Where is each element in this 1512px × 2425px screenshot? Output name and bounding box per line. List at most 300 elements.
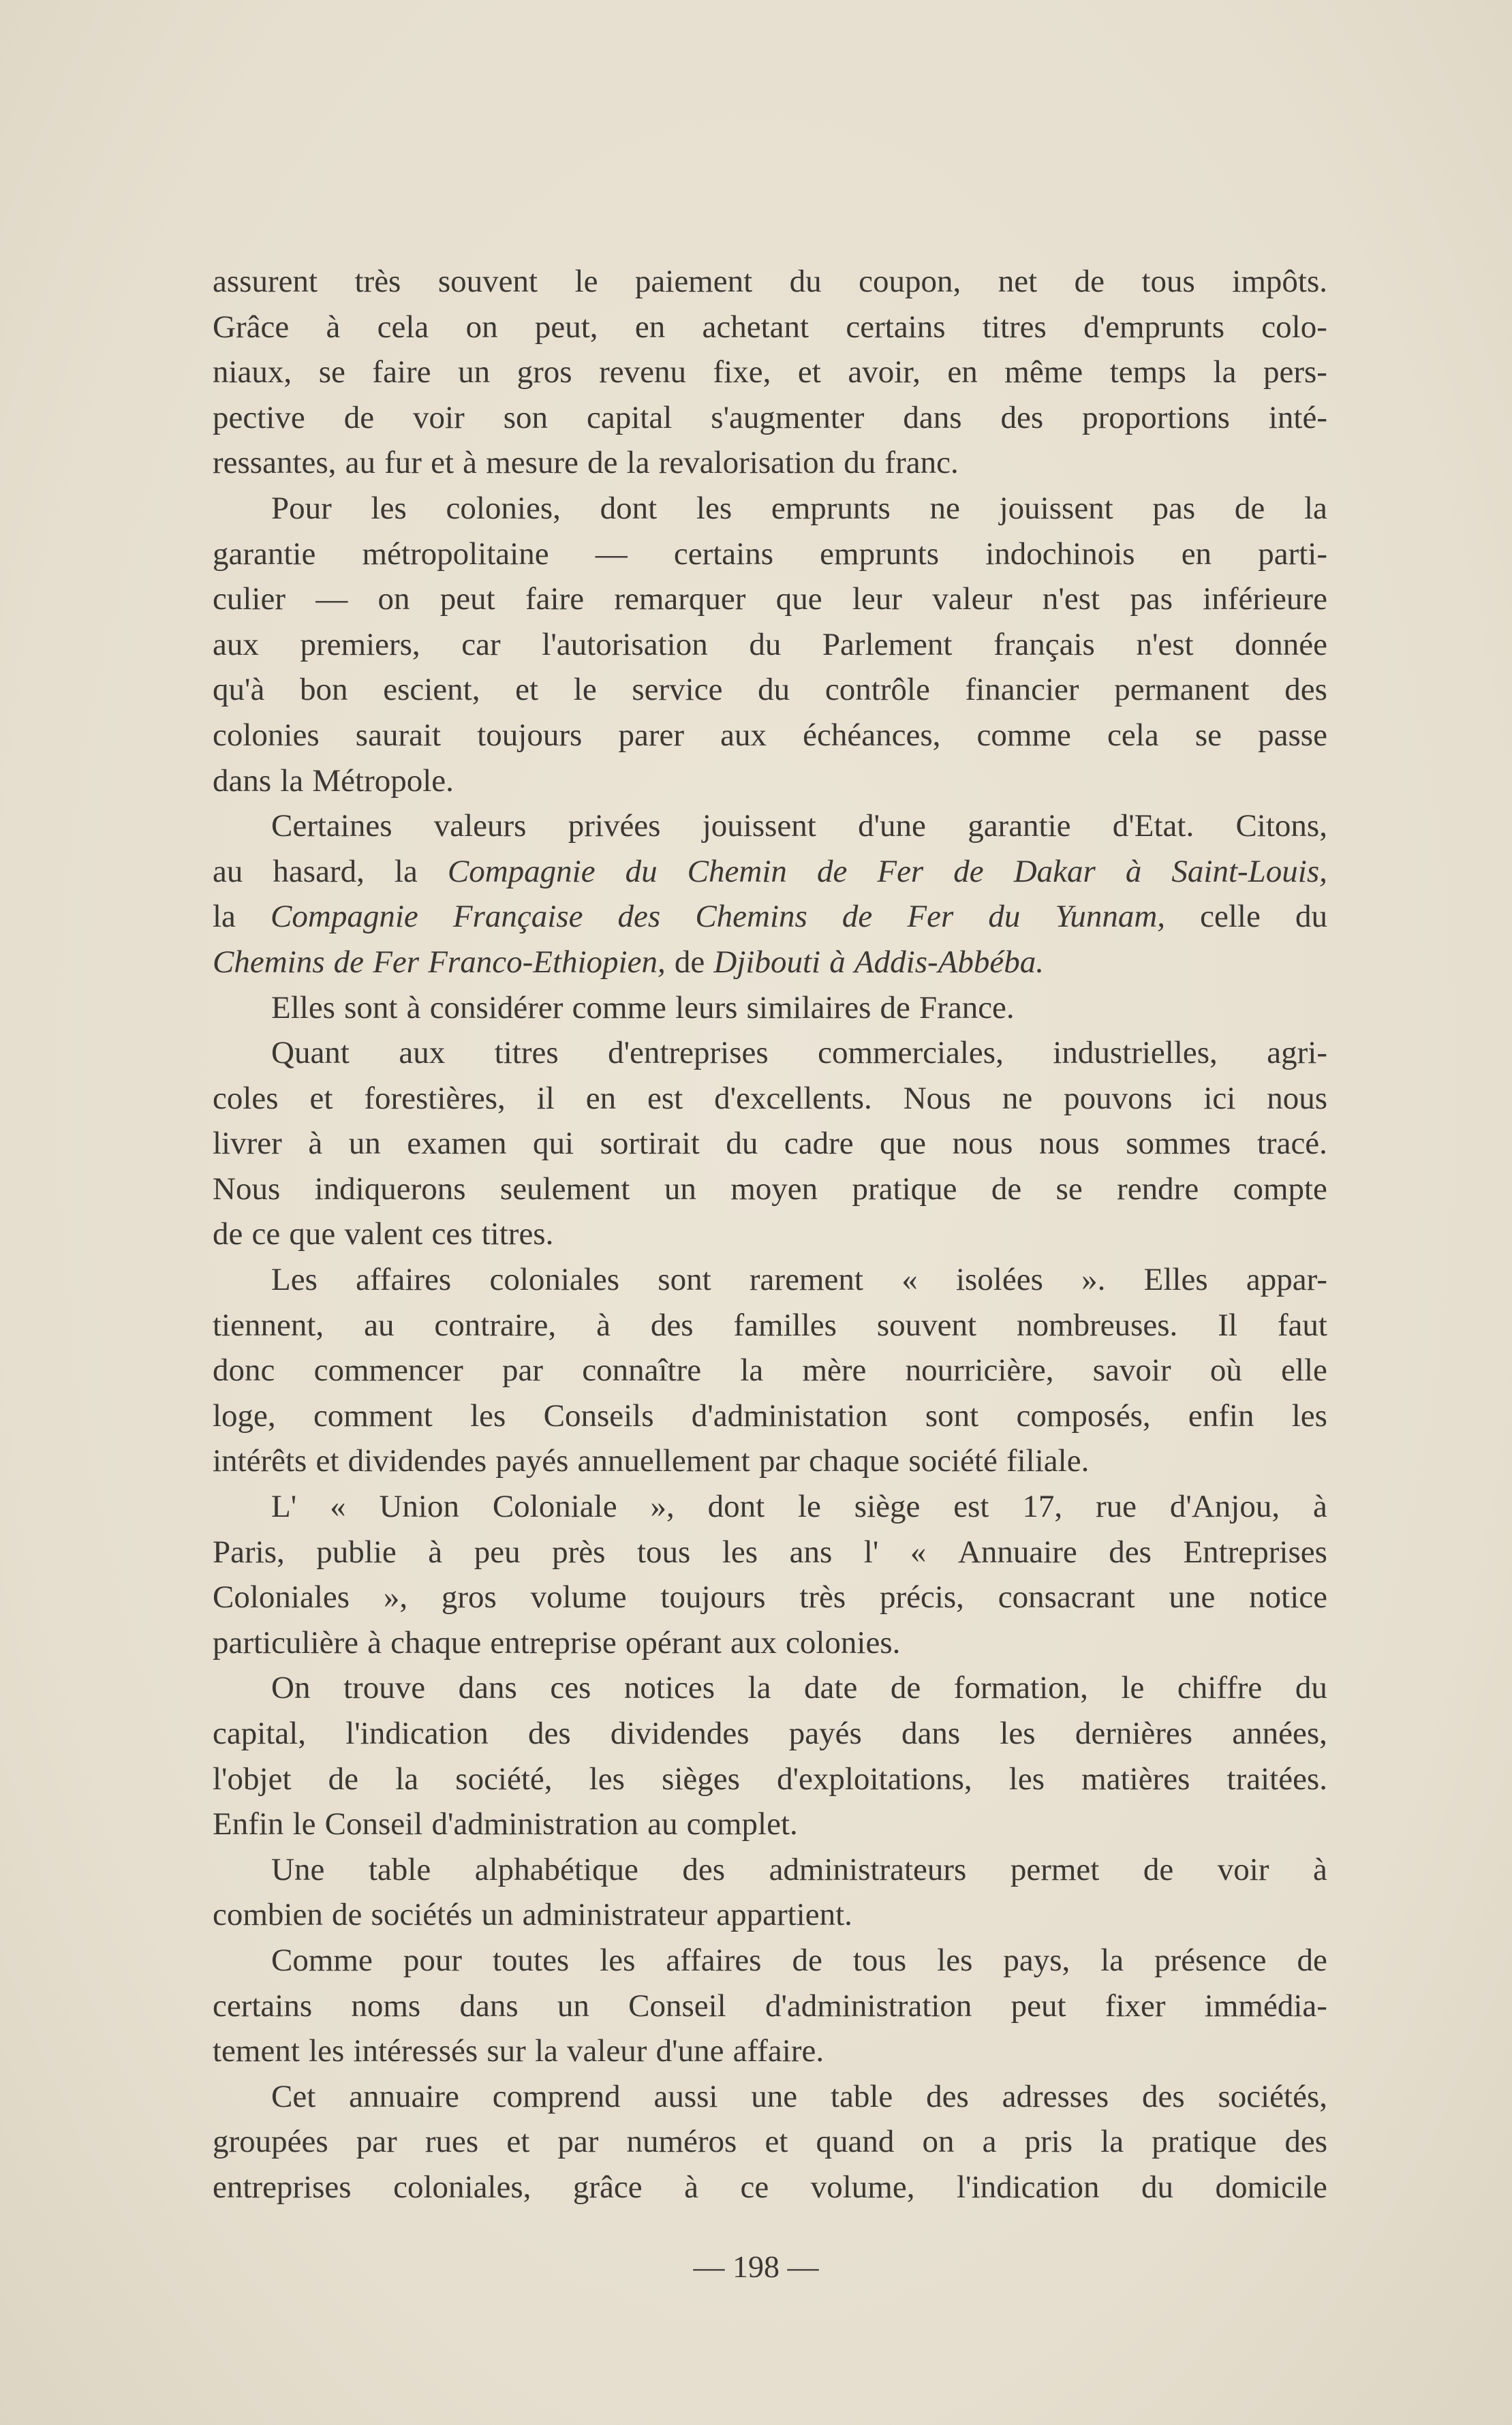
- word: pers-: [1263, 354, 1327, 390]
- word: du: [1295, 1670, 1327, 1706]
- text-line: [213, 1620, 1327, 1666]
- word: Entreprises: [1183, 1534, 1327, 1570]
- paragraph: [213, 1484, 1327, 1665]
- word: Saint-Louis,: [1171, 853, 1327, 889]
- word: un: [348, 1126, 381, 1162]
- word: industrielles,: [1053, 1035, 1218, 1071]
- word: rue: [1095, 1489, 1137, 1525]
- word: dans: [459, 1988, 519, 2024]
- word: coupon,: [859, 264, 961, 299]
- word: table: [830, 2078, 893, 2114]
- word: adresses: [1002, 2078, 1109, 2114]
- word: coles: [213, 1080, 279, 1116]
- word: d'une: [858, 808, 926, 844]
- word: culier: [213, 581, 286, 617]
- word: escient,: [383, 672, 480, 708]
- word: indiquerons: [314, 1171, 466, 1207]
- word: consacrant: [998, 1579, 1135, 1616]
- word: chaque: [390, 1624, 482, 1661]
- word: précis,: [879, 1579, 964, 1616]
- word: fixe,: [713, 354, 771, 390]
- paragraph: [213, 486, 1327, 803]
- word: la: [213, 899, 236, 935]
- word: table: [368, 1851, 431, 1887]
- word: appartient.: [716, 1897, 852, 1933]
- word: seulement: [499, 1171, 630, 1207]
- word: —: [595, 536, 628, 572]
- word: Franco-Ethiopien,: [428, 944, 666, 980]
- word: titres.: [481, 1216, 554, 1252]
- word: titres: [494, 1035, 559, 1071]
- word: nous: [1267, 1080, 1327, 1116]
- word: les: [1000, 1716, 1036, 1751]
- text-line: [213, 350, 1327, 395]
- word: et: [431, 445, 454, 481]
- word: considérer: [429, 989, 564, 1025]
- text-line: [213, 713, 1327, 758]
- word: dont: [600, 490, 658, 526]
- text-line: [213, 1484, 1327, 1530]
- word: l'autorisation: [542, 626, 708, 662]
- paragraph: [213, 1847, 1327, 1938]
- word: les: [937, 1942, 973, 1978]
- text-line: [213, 1802, 1327, 1847]
- word: Pour: [271, 490, 332, 526]
- word: «: [330, 1489, 346, 1525]
- word: formation,: [953, 1670, 1088, 1706]
- word: dividendes: [610, 1716, 750, 1751]
- word: tracé.: [1256, 1126, 1327, 1162]
- word: domicile: [1215, 2169, 1327, 2205]
- text-line: [213, 531, 1327, 577]
- word: aux: [720, 717, 767, 753]
- word: Paris,: [213, 1534, 285, 1570]
- word: ce: [251, 1216, 281, 1252]
- word: ces: [550, 1670, 591, 1706]
- word: capital,: [213, 1716, 307, 1751]
- word: de: [890, 1670, 921, 1706]
- word: même: [1004, 354, 1083, 390]
- word: très: [799, 1579, 846, 1616]
- text-line: [213, 622, 1327, 668]
- word: un: [664, 1171, 696, 1207]
- word: assurent: [213, 264, 318, 299]
- word: les: [1291, 1397, 1327, 1434]
- word: d'administration: [431, 1806, 638, 1842]
- word: loge,: [213, 1397, 276, 1434]
- word: Quant: [271, 1035, 350, 1071]
- word: chaque: [809, 1443, 900, 1479]
- word: l': [863, 1534, 879, 1570]
- word: payés: [788, 1716, 862, 1751]
- word: s'augmenter: [711, 399, 865, 435]
- word: paiement: [634, 264, 753, 299]
- word: sociétés,: [1218, 2078, 1327, 2114]
- word: à: [367, 1624, 382, 1661]
- word: donnée: [1235, 626, 1327, 662]
- word: forestières,: [364, 1080, 506, 1116]
- text-line: [213, 1076, 1327, 1122]
- word: la: [1100, 2124, 1124, 2160]
- word: annuellement: [577, 1443, 750, 1479]
- word: date: [804, 1670, 858, 1706]
- text-line: [213, 1211, 1327, 1257]
- word: le: [798, 1489, 821, 1525]
- word: Les: [271, 1262, 318, 1298]
- word: n'est: [1042, 581, 1100, 617]
- word: de: [1297, 1942, 1327, 1978]
- word: comment: [313, 1397, 433, 1434]
- word: des: [1142, 2078, 1185, 2114]
- word: pris: [1024, 2124, 1073, 2160]
- word: à: [1313, 1851, 1327, 1887]
- word: nous: [1038, 1126, 1100, 1162]
- text-line: [213, 1575, 1327, 1620]
- word: impôts.: [1232, 264, 1327, 299]
- word: contrôle: [824, 672, 930, 708]
- word: de: [792, 1942, 822, 1978]
- word: peut: [1010, 1988, 1066, 2024]
- word: et: [797, 354, 821, 390]
- word: sont: [925, 1397, 979, 1434]
- word: agri-: [1267, 1035, 1327, 1071]
- word: ».: [1081, 1262, 1106, 1298]
- word: par: [557, 2124, 599, 2160]
- word: Une: [271, 1851, 325, 1887]
- word: gros: [441, 1579, 497, 1616]
- word: années,: [1232, 1716, 1327, 1751]
- word: de: [333, 944, 365, 980]
- word: l'objet: [213, 1761, 292, 1797]
- word: que: [289, 1216, 336, 1252]
- word: commerciales,: [818, 1035, 1004, 1071]
- text-line: [213, 758, 1327, 804]
- word: valent: [344, 1216, 423, 1252]
- word: où: [1209, 1353, 1242, 1389]
- word: le: [292, 1806, 316, 1842]
- word: par: [758, 1443, 800, 1479]
- word: avoir,: [848, 354, 921, 390]
- word: la: [740, 1353, 764, 1389]
- word: la: [280, 762, 304, 799]
- word: une: [1169, 1579, 1216, 1616]
- word: dans: [903, 399, 962, 435]
- word: peut: [439, 581, 495, 617]
- word: Certaines: [271, 808, 392, 844]
- word: pratique: [1152, 2124, 1257, 2160]
- word: les: [470, 1397, 506, 1434]
- word: est: [647, 1080, 683, 1116]
- word: net: [998, 264, 1038, 299]
- word: se: [1194, 717, 1222, 753]
- word: garantie: [968, 808, 1071, 844]
- word: combien: [213, 1897, 323, 1933]
- word: n'est: [1136, 626, 1194, 662]
- word: à: [1125, 853, 1142, 889]
- word: donc: [213, 1353, 275, 1389]
- word: colonies,: [446, 490, 561, 526]
- text-line: [213, 440, 1327, 486]
- word: leurs: [675, 989, 738, 1025]
- word: valeur: [932, 581, 1013, 617]
- word: d'emprunts: [1083, 309, 1224, 345]
- word: Addis-Abbéba.: [854, 944, 1044, 980]
- word: 17,: [1022, 1489, 1063, 1525]
- word: cela: [377, 309, 429, 345]
- word: toutes: [492, 1942, 570, 1978]
- text-line: [213, 1121, 1327, 1167]
- word: enfin: [1188, 1397, 1254, 1434]
- word: entreprise: [490, 1624, 617, 1661]
- word: à: [684, 2169, 699, 2205]
- word: comprend: [492, 2078, 621, 2114]
- word: mesure: [486, 445, 578, 481]
- word: très: [354, 264, 401, 299]
- word: fur: [384, 445, 422, 481]
- word: Annuaire: [957, 1534, 1077, 1570]
- word: du: [1141, 2169, 1173, 2205]
- word: des: [1109, 1534, 1152, 1570]
- word: rendre: [1117, 1171, 1199, 1207]
- word: service: [632, 672, 723, 708]
- text-line: [213, 576, 1327, 622]
- word: pays,: [1003, 1942, 1070, 1978]
- word: les: [600, 1942, 636, 1978]
- word: quand: [816, 2124, 895, 2160]
- word: Fer: [373, 944, 420, 980]
- word: valeurs: [433, 808, 527, 844]
- word: notices: [623, 1670, 715, 1706]
- word: toujours: [660, 1579, 766, 1616]
- word: valeur: [567, 2033, 647, 2069]
- word: de: [1074, 264, 1105, 299]
- word: au: [213, 853, 243, 889]
- word: Citons,: [1235, 808, 1327, 844]
- word: on: [922, 2124, 955, 2160]
- word: les: [1008, 1761, 1045, 1797]
- word: elle: [1281, 1353, 1327, 1389]
- word: dividendes: [348, 1443, 487, 1479]
- word: —: [315, 581, 348, 617]
- text-line: [213, 486, 1327, 531]
- word: la: [394, 853, 418, 889]
- word: Nous: [903, 1080, 971, 1116]
- word: Coloniales: [213, 1579, 350, 1616]
- text-line: [213, 395, 1327, 441]
- word: colonies: [213, 717, 320, 753]
- word: coloniales: [489, 1262, 620, 1298]
- text-line: [213, 2028, 1327, 2074]
- word: l'indication: [956, 2169, 1100, 2205]
- text-line: [213, 894, 1327, 940]
- word: sont: [344, 989, 398, 1025]
- word: en: [947, 354, 978, 390]
- word: Comme: [271, 1942, 373, 1978]
- word: pouvons: [1064, 1080, 1173, 1116]
- word: premiers,: [300, 626, 420, 662]
- text-line: [213, 1257, 1327, 1303]
- word: temps: [1109, 354, 1186, 390]
- word: dans: [901, 1716, 961, 1751]
- word: la: [626, 445, 650, 481]
- word: jouissent: [999, 490, 1113, 526]
- word: Coloniale: [492, 1489, 617, 1525]
- text-line: [213, 1847, 1327, 1893]
- word: administrateurs: [769, 1851, 967, 1887]
- paragraph: [213, 1665, 1327, 1847]
- word: Compagnie: [271, 899, 418, 935]
- word: est: [953, 1489, 989, 1525]
- word: près: [552, 1534, 606, 1570]
- word: entreprises: [213, 2169, 352, 2205]
- word: de: [991, 1171, 1022, 1207]
- word: peu: [474, 1534, 521, 1570]
- word: parti-: [1258, 536, 1327, 572]
- word: du: [789, 264, 822, 299]
- word: »,: [383, 1579, 408, 1616]
- word: intéressés: [353, 2033, 478, 2069]
- word: et: [515, 672, 539, 708]
- word: à: [1312, 1489, 1327, 1525]
- word: emprunts: [771, 490, 891, 526]
- word: Chemin: [687, 853, 787, 889]
- word: notice: [1249, 1579, 1327, 1616]
- word: Conseil: [628, 1988, 726, 2024]
- word: voir: [1217, 1851, 1269, 1887]
- word: les: [589, 1761, 625, 1797]
- word: la: [395, 1761, 419, 1797]
- text-line: [213, 1938, 1327, 1983]
- word: emprunts: [820, 536, 940, 572]
- word: du: [844, 445, 876, 481]
- word: publie: [316, 1534, 397, 1570]
- word: des: [1284, 2124, 1327, 2160]
- word: par: [356, 2124, 397, 2160]
- word: contraire,: [434, 1307, 557, 1343]
- text-line: [213, 259, 1327, 305]
- word: sortirait: [600, 1126, 700, 1162]
- word: se: [1055, 1171, 1083, 1207]
- word: On: [271, 1670, 311, 1706]
- text-line: [213, 1757, 1327, 1802]
- word: dans: [458, 1670, 517, 1706]
- word: et: [765, 2124, 788, 2160]
- word: sur: [487, 2033, 526, 2069]
- word: Elles: [1143, 1262, 1208, 1298]
- word: et: [315, 1443, 339, 1479]
- word: d'entreprises: [608, 1035, 769, 1071]
- word: son: [503, 399, 549, 435]
- word: examen: [407, 1126, 507, 1162]
- word: Dakar: [1013, 853, 1096, 889]
- word: des: [617, 899, 661, 935]
- word: matières: [1081, 1761, 1190, 1797]
- word: à: [829, 944, 846, 980]
- word: annuaire: [349, 2078, 459, 2114]
- word: jouissent: [702, 808, 816, 844]
- text-line: [213, 940, 1327, 985]
- word: Fer: [907, 899, 954, 935]
- word: celle: [1200, 899, 1261, 935]
- word: isolées: [955, 1262, 1043, 1298]
- word: numéros: [626, 2124, 737, 2160]
- word: appar-: [1246, 1262, 1327, 1298]
- word: immédia-: [1204, 1988, 1327, 2024]
- word: payés: [495, 1443, 569, 1479]
- text-line: [213, 305, 1327, 350]
- word: la: [1303, 490, 1327, 526]
- word: sommes: [1126, 1126, 1231, 1162]
- word: au: [647, 1806, 678, 1842]
- word: coloniales,: [393, 2169, 531, 2205]
- word: composés,: [1016, 1397, 1151, 1434]
- word: dernières: [1075, 1716, 1193, 1751]
- word: »,: [650, 1489, 675, 1525]
- word: qui: [532, 1126, 574, 1162]
- word: la: [534, 2033, 558, 2069]
- word: pas: [1152, 490, 1196, 526]
- word: mère: [802, 1353, 867, 1389]
- word: parer: [618, 717, 684, 753]
- word: comme: [976, 717, 1071, 753]
- word: faire: [372, 354, 431, 390]
- word: qu'à: [213, 672, 265, 708]
- word: des: [527, 1716, 571, 1751]
- word: de: [328, 1761, 359, 1797]
- word: le: [573, 672, 597, 708]
- word: capital: [587, 399, 673, 435]
- word: Elles: [271, 989, 335, 1025]
- word: dont: [707, 1489, 765, 1525]
- word: toujours: [477, 717, 583, 753]
- word: du: [1295, 899, 1327, 935]
- word: en: [634, 309, 666, 345]
- word: Parlement: [822, 626, 953, 662]
- word: échéances,: [803, 717, 941, 753]
- word: les: [371, 490, 407, 526]
- word: garantie: [213, 536, 316, 572]
- word: métropolitaine: [362, 536, 549, 572]
- word: volume: [530, 1579, 627, 1616]
- word: à: [428, 1534, 443, 1570]
- word: Yunnam,: [1055, 899, 1166, 935]
- word: Métropole.: [312, 762, 454, 799]
- word: affaires: [666, 1942, 762, 1978]
- word: administrateur: [522, 1897, 708, 1933]
- word: d'une: [655, 2033, 724, 2069]
- word: cadre: [784, 1126, 854, 1162]
- word: ans: [789, 1534, 833, 1570]
- word: commencer: [313, 1353, 463, 1389]
- word: du: [988, 899, 1021, 935]
- text-line: [213, 1348, 1327, 1393]
- word: de: [816, 853, 848, 889]
- word: Fer: [877, 853, 924, 889]
- text-line: [213, 667, 1327, 713]
- text-line: [213, 985, 1327, 1031]
- word: de: [880, 989, 910, 1025]
- text-line: [213, 1665, 1327, 1711]
- word: il: [536, 1080, 555, 1116]
- paragraph: [213, 803, 1327, 985]
- word: tement: [213, 2033, 300, 2069]
- word: de: [842, 899, 873, 935]
- word: en: [585, 1080, 617, 1116]
- word: familles: [733, 1307, 837, 1343]
- word: permet: [1010, 1851, 1100, 1887]
- word: gros: [516, 354, 572, 390]
- word: «: [901, 1262, 918, 1298]
